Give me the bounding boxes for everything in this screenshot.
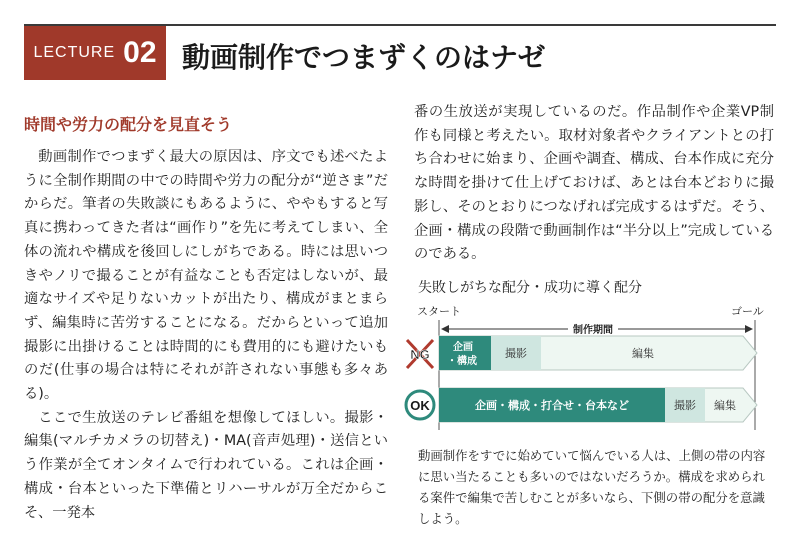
period-arrow-left-head bbox=[441, 325, 449, 333]
allocation-diagram bbox=[403, 300, 783, 435]
ok-mark: OK bbox=[410, 398, 430, 413]
body-paragraph-1: 動画制作でつまずく最大の原因は、序文でも述べたように全制作期間の中での時間や労力の配分が“逆さま”だからだ。筆者の失敗談にもあるように、ややもすると写真に携わってきた者は“画作り”を先に考えてしまい、全体の流れや構成を後回しにしがちである。時には思いつきやノリで撮ることが有益なことも否定はしないが、最適なサイズや足りないカットが出たり、構成がまとまらず、編集時に苦労することになる。だからといって追加撮影に出掛けることは時間的にも費用的にも避けたいものだ(仕事の場合は特にそれが許されない事態も多々ある)。 bbox=[24, 149, 388, 403]
goal-label: ゴール bbox=[731, 305, 764, 318]
ok-shoot-label: 撮影 bbox=[674, 399, 696, 412]
ng-mark: NG bbox=[410, 347, 430, 362]
lecture-number: 02 bbox=[123, 36, 157, 69]
body-column-left bbox=[24, 146, 388, 525]
section-heading: 時間や労力の配分を見直そう bbox=[24, 115, 233, 134]
ok-plan-label: 企画・構成・打合せ・台本など bbox=[475, 399, 629, 412]
lecture-label: LECTURE bbox=[33, 44, 116, 61]
lecture-badge bbox=[24, 26, 166, 80]
body-paragraph-2-end: 番の生放送が実現しているのだ。作品制作や企業VP制作も同様と考えたい。取材対象者やクライアントとの打ち合わせに始まり、企画や調査、構成、台本作成に充分な時間を掛けて仕上げておけば、あとは台本どおりに撮影し、そのとおりにつなげれば完成するはずだ。そう、企画・構成の段階で動画制作は“半分以上”完成しているのである。 bbox=[414, 104, 774, 263]
ng-plan-line1: 企画 bbox=[453, 342, 473, 353]
ok-edit-label: 編集 bbox=[714, 399, 736, 412]
period-label: 制作期間 bbox=[573, 325, 613, 336]
diagram-caption: 動画制作をすでに始めていて悩んでいる人は、上側の帯の内容に思い当たることも多いのではないだろうか。構成を求められる案件で編集で苦しむことが多いなら、下側の帯の配分を意識しよう。 bbox=[418, 448, 766, 526]
page-title: 動画制作でつまずくのはナゼ bbox=[182, 41, 546, 74]
body-column-right bbox=[414, 101, 774, 267]
ng-plan-line2: ・構成 bbox=[447, 356, 477, 367]
start-label: スタート bbox=[417, 305, 461, 318]
period-arrow-right-head bbox=[745, 325, 753, 333]
body-paragraph-2-start: ここで生放送のテレビ番組を想像してほしい。撮影・編集(マルチカメラの切替え)・MA(音声処理)・送信という作業が全てオンタイムで行われている。これは企画・構成・台本といった下準備とリハーサルが万全だからこそ、一発本 bbox=[24, 409, 388, 521]
ng-edit-label: 編集 bbox=[632, 347, 654, 360]
ng-shoot-label: 撮影 bbox=[505, 347, 527, 360]
diagram-title: 失敗しがちな配分・成功に導く配分 bbox=[418, 280, 642, 296]
